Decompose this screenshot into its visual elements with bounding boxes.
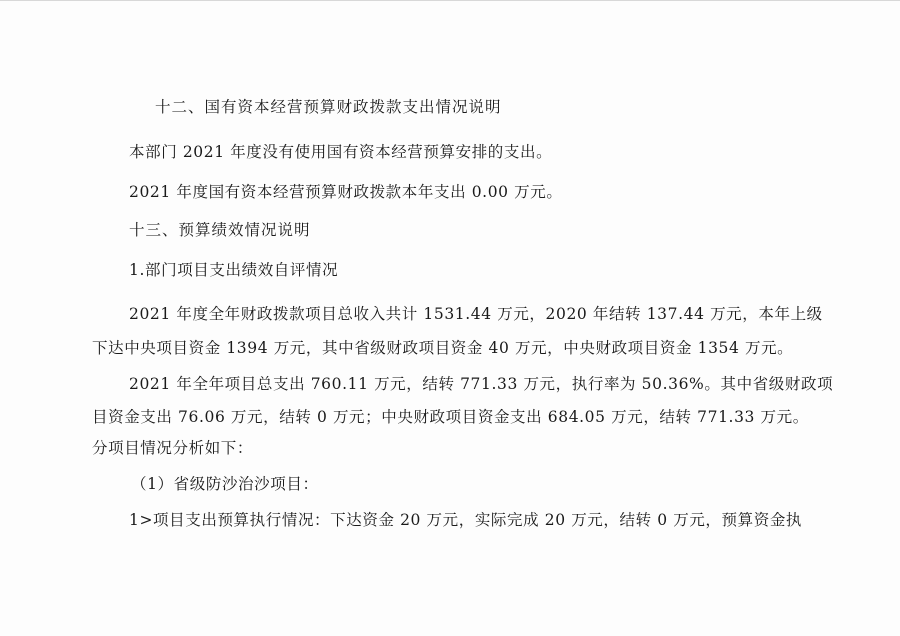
- section-12-heading: 十二、国有资本经营预算财政拨款支出情况说明: [155, 98, 502, 116]
- paragraph-line: 2021 年度国有资本经营预算财政拨款本年支出 0.00 万元。: [129, 183, 563, 201]
- subsection-heading: 1.部门项目支出绩效自评情况: [129, 261, 339, 279]
- paragraph-line: 下达中央项目资金 1394 万元，其中省级财政项目资金 40 万元，中央财政项目资金 1354 万元。: [92, 339, 794, 357]
- item-heading: （1）省级防沙治沙项目：: [131, 475, 319, 493]
- paragraph-line: 2021 年全年项目总支出 760.11 万元，结转 771.33 万元，执行率为 50.36%。其中省级财政项: [129, 375, 834, 393]
- paragraph-line: 分项目情况分析如下：: [92, 439, 254, 457]
- section-13-heading: 十三、预算绩效情况说明: [129, 221, 311, 239]
- paragraph-line: 2021 年度全年财政拨款项目总收入共计 1531.44 万元，2020 年结转 137.44 万元，本年上级: [129, 305, 823, 323]
- paragraph-line: 本部门 2021 年度没有使用国有资本经营预算安排的支出。: [129, 143, 553, 161]
- paragraph-line: 1>项目支出预算执行情况：下达资金 20 万元，实际完成 20 万元，结转 0 万元，预算资金执: [129, 511, 803, 529]
- paragraph-line: 目资金支出 76.06 万元，结转 0 万元；中央财政项目资金支出 684.05 万元，结转 771.33 万元。: [92, 408, 809, 426]
- scan-edge-top: [0, 0, 900, 1]
